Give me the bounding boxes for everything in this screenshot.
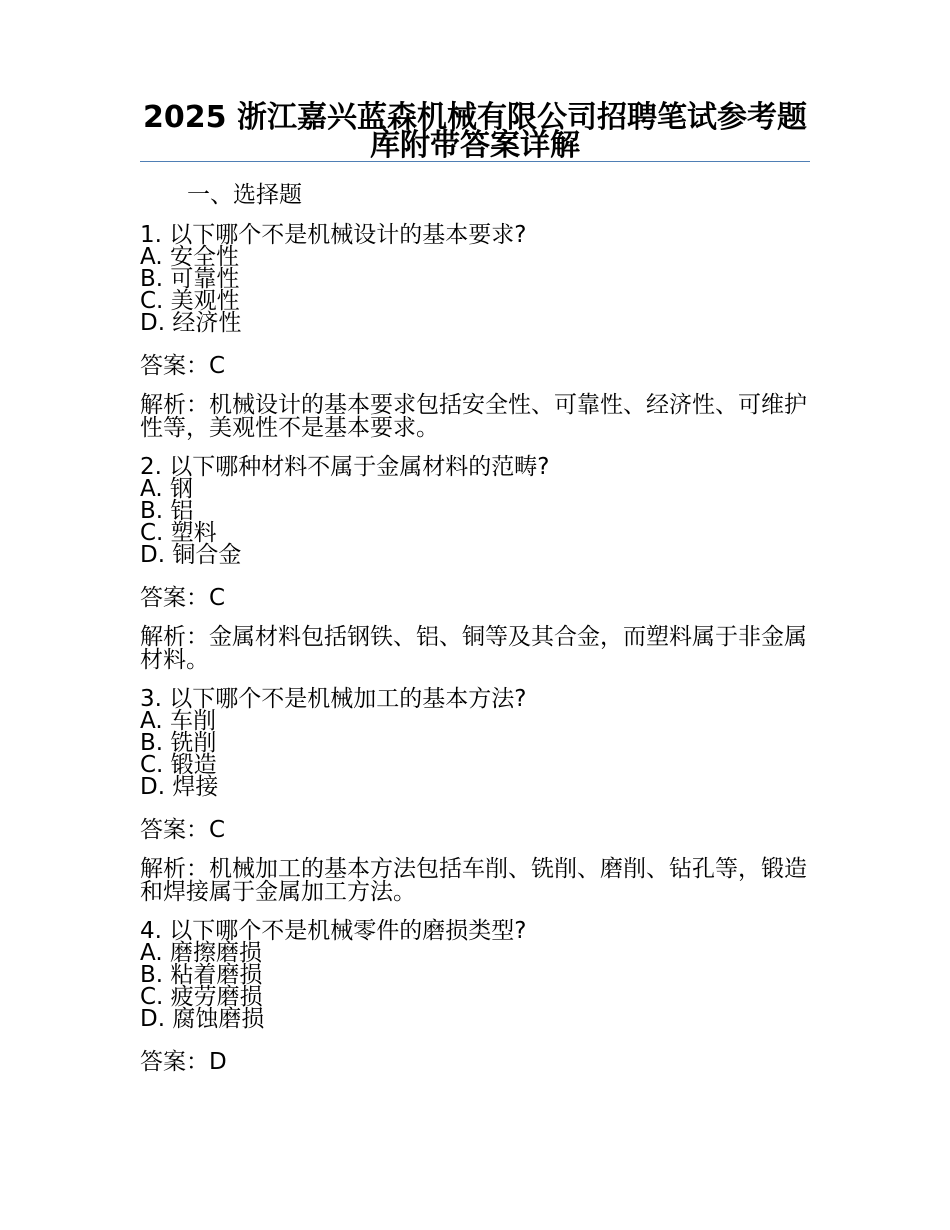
option-c: C. 美观性 — [140, 288, 240, 314]
option-c: C. 疲劳磨损 — [140, 984, 263, 1010]
option-b: B. 铣削 — [140, 730, 217, 756]
question-text: 1. 以下哪个不是机械设计的基本要求? — [140, 222, 527, 248]
answer: 答案：D — [140, 1049, 227, 1075]
answer: 答案：C — [140, 817, 226, 843]
option-c: C. 塑料 — [140, 520, 217, 546]
option-a: A. 磨擦磨损 — [140, 940, 262, 966]
title-underline — [140, 161, 810, 162]
question-3 — [140, 688, 812, 904]
option-b: B. 粘着磨损 — [140, 962, 263, 988]
option-c: C. 锻造 — [140, 752, 217, 778]
section-heading: 一、选择题 — [187, 182, 302, 208]
document-title: 2025 浙江嘉兴蓝森机械有限公司招聘笔试参考题库附带答案详解 — [143, 100, 807, 163]
option-d: D. 经济性 — [140, 310, 242, 336]
option-d: D. 焊接 — [140, 774, 219, 800]
option-b: B. 铝 — [140, 498, 194, 524]
question-2 — [140, 456, 812, 672]
analysis: 解析：机械加工的基本方法包括车削、铣削、磨削、钻孔等，锻造和焊接属于金属加工方法。 — [140, 856, 807, 905]
option-a: A. 车削 — [140, 708, 216, 734]
option-b: B. 可靠性 — [140, 266, 240, 292]
question-list — [140, 224, 812, 1077]
question-text: 4. 以下哪个不是机械零件的磨损类型? — [140, 918, 527, 944]
question-text: 2. 以下哪种材料不属于金属材料的范畴? — [140, 454, 550, 480]
question-4 — [140, 920, 812, 1077]
option-d: D. 铜合金 — [140, 542, 242, 568]
question-1 — [140, 224, 812, 440]
option-d: D. 腐蚀磨损 — [140, 1006, 265, 1032]
option-a: A. 安全性 — [140, 244, 239, 270]
analysis: 解析：金属材料包括钢铁、铝、铜等及其合金，而塑料属于非金属材料。 — [140, 624, 807, 673]
answer: 答案：C — [140, 353, 226, 379]
question-text: 3. 以下哪个不是机械加工的基本方法? — [140, 686, 527, 712]
answer: 答案：C — [140, 585, 226, 611]
analysis: 解析：机械设计的基本要求包括安全性、可靠性、经济性、可维护性等，美观性不是基本要求。 — [140, 392, 807, 441]
option-a: A. 钢 — [140, 476, 193, 502]
